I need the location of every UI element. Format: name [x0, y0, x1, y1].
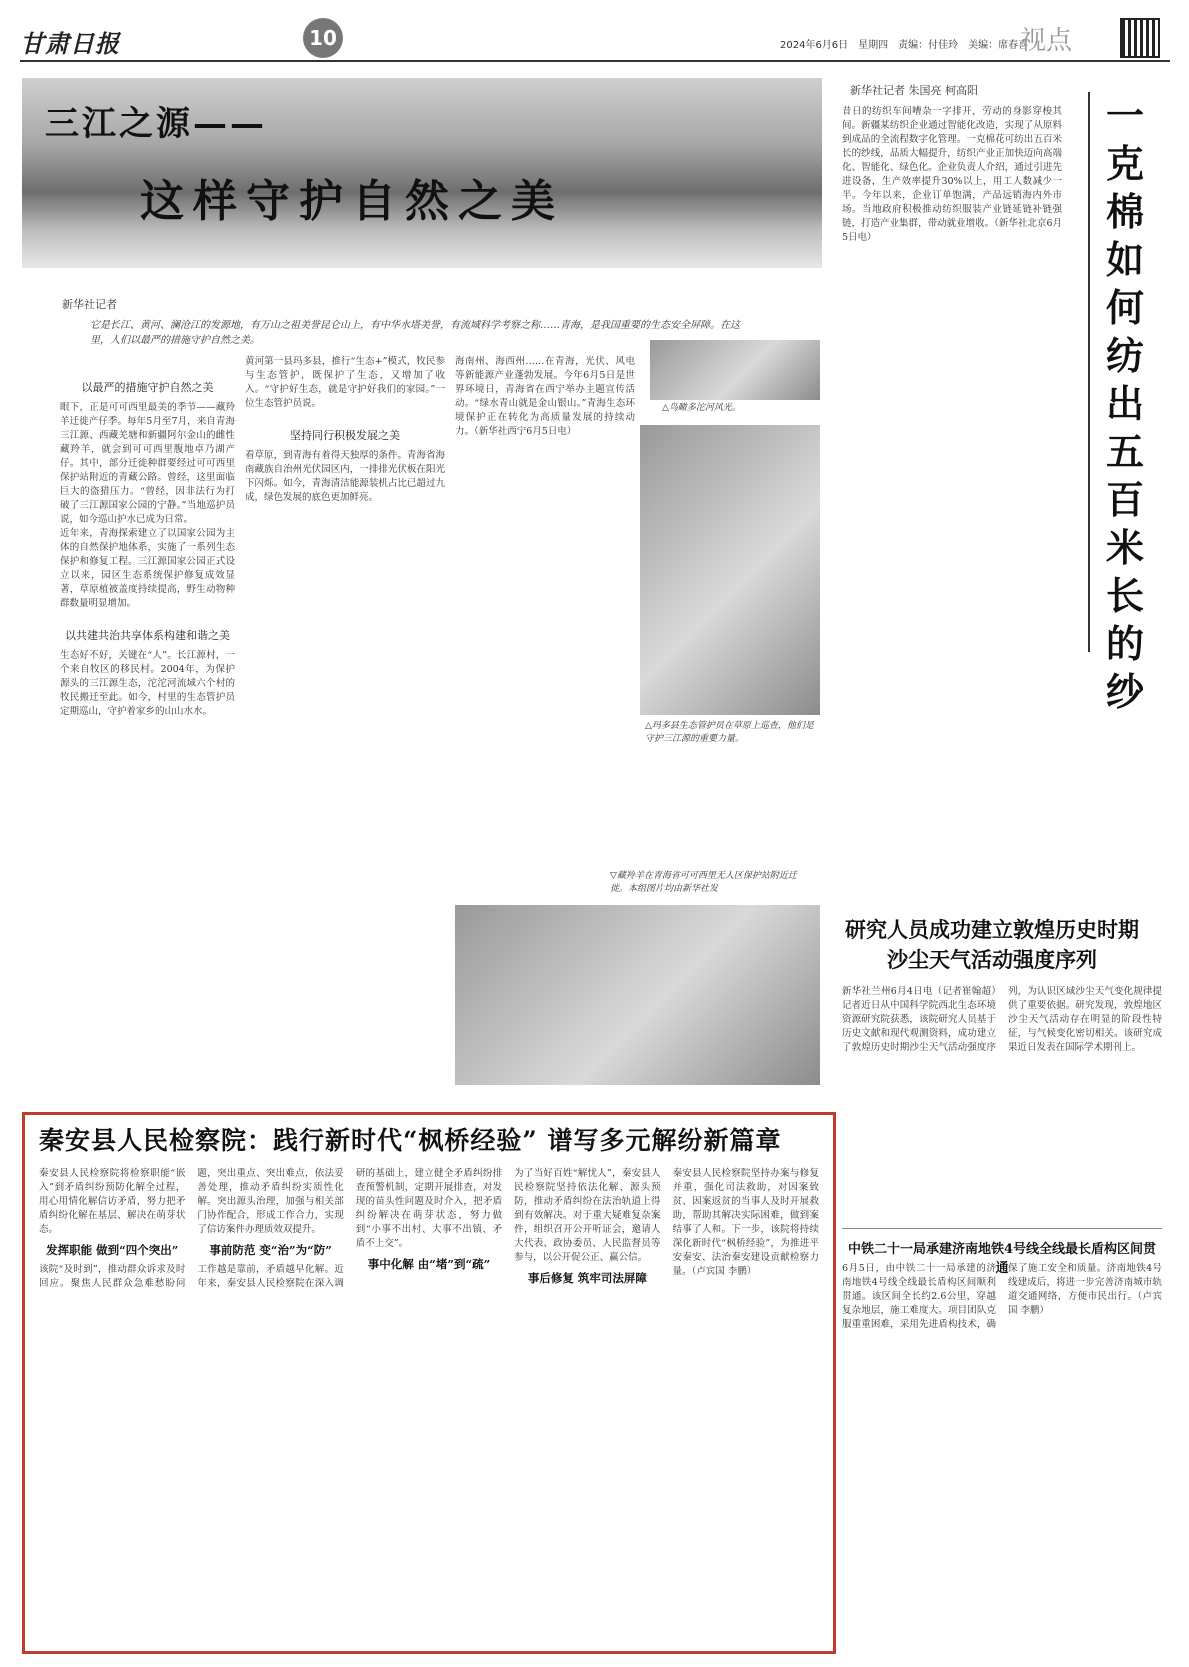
box-title: 秦安县人民检察院：践行新时代“枫桥经验” 谱写多元解纷新篇章	[39, 1126, 782, 1155]
qr-code-icon[interactable]	[1120, 18, 1160, 58]
section-heading: 发挥职能 做到“四个突出”	[46, 1243, 179, 1257]
section-heading: 以共建共治共享体系构建和谐之美	[65, 629, 230, 642]
vertical-title: 一克棉如何纺出五百米长的纱	[1105, 93, 1144, 714]
article-text: 6月5日，由中铁二十一局承建的济南地铁4号线全线最长盾构区间顺利贯通。该区间全长约2.6公里，穿越复杂地层，施工难度大。项目团队克服重重困难，采用先进盾构技术，确保了施工安全和质量。济南地铁4号线建成后，将进一步完善济南城市轨道交通网络，方便市民出行。（卢宾国 李鹏）	[842, 1263, 1162, 1330]
section-heading: 事后修复 筑牢司法屏障	[527, 1271, 647, 1285]
dateline: 2024年6月6日 星期四 责编：付佳玲 美编：席春喜	[780, 40, 1029, 51]
section-text: 黄河第一县玛多县，推行“生态+”模式，牧民参与生态管护，既保护了生态，又增加了收入。“守护好生态，就是守护好我们的家园。”一位生态管护员说。	[245, 356, 445, 409]
research-title: 研究人员成功建立敦煌历史时期沙尘天气活动强度序列	[845, 917, 1139, 972]
article-text: 该院“及时到”，推动群众诉求及时回应。聚焦人民群众急难愁盼问题，突出重点、突出难点，依法妥善处理，推动矛盾纠纷实质性化解。突出源头治理，加强与相关部门协作配合，形成工作合力，实现了信访案件办理质效双提升。	[39, 1168, 344, 1289]
photo-caption: △鸟瞰多沱河风光。	[662, 403, 741, 413]
antelope-photo	[455, 905, 820, 1085]
feature-byline: 新华社记者	[62, 298, 117, 311]
feature-kicker: 三江之源——	[45, 104, 267, 144]
article-text: 秦安县人民检察院将检察职能“嵌入”到矛盾纠纷预防化解全过程，用心用情化解信访矛盾，努力把矛盾纠纷化解在基层、解决在萌芽状态。	[39, 1168, 186, 1235]
right-byline: 新华社记者 朱国亮 柯高阳	[850, 84, 978, 97]
article-text: 工作越是靠前，矛盾越早化解。近年来，秦安县人民检察院在深入调研的基础上，建立健全矛盾纠纷排查预警机制，定期开展排查，对发现的苗头性问题及时介入，把矛盾纠纷解决在萌芽状态，努力做到“小事不出村、大事不出镇、矛盾不上交”。	[197, 1168, 503, 1289]
section-label: 视点	[1020, 26, 1073, 56]
newspaper-logo: 甘肃日报	[20, 29, 120, 58]
section-text: 生态好不好，关键在“人”。长江源村，一个来自牧区的移民村。2004年，为保护源头的三江源生态，沱沱河流域六个村的牧民搬迁至此。如今，村里的生态管护员定期巡山，守护着家乡的山山水水。	[60, 650, 235, 717]
masthead	[20, 18, 1170, 58]
page-number: 10	[303, 18, 343, 58]
feature-column-3	[455, 355, 635, 875]
section-heading: 事前防范 变“治”为“防”	[209, 1243, 332, 1257]
research-body	[842, 985, 1162, 1215]
title-divider	[1088, 92, 1090, 652]
divider	[842, 1228, 1162, 1229]
photo-caption: △玛多县生态管护员在草原上巡查，他们是守护三江源的重要力量。	[645, 721, 814, 744]
feature-column-1	[60, 375, 235, 1065]
section-text: 眼下，正是可可西里最美的季节——藏羚羊迁徙产仔季。每年5月至7月，来自青海三江源、西藏羌塘和新疆阿尔金山的雌性藏羚羊，就会到可可西里腹地卓乃湖产仔。其中，部分迁徙种群要经过可可西里保护站附近的青藏公路。曾经，这里面临巨大的盗猎压力。“曾经，因非法行为打破了三江源国家公园的宁静。”当地巡护员说，如今巡山护水已成为日常。	[60, 402, 235, 525]
rail-body	[842, 1262, 1162, 1637]
feature-lead: 它是长江、黄河、澜沧江的发源地，有万山之祖美誉昆仑山上，有中华水塔美誉，有流域科学考察之称……青海，是我国重要的生态安全屏障。在这里，人们以最严的措施守护自然之美。	[90, 320, 740, 346]
section-heading: 以最严的措施守护自然之美	[81, 381, 214, 394]
section-text: 海南州、海西州……在青海，光伏、风电等新能源产业蓬勃发展。今年6月5日是世界环境日，青海省在西宁举办主题宣传活动。“绿水青山就是金山银山。”青海生态环境保护正在转化为高质量发展的持续动力。（新华社西宁6月5日电）	[455, 356, 635, 437]
box-body	[39, 1167, 819, 1641]
feature-title: 这样守护自然之美	[140, 176, 564, 227]
rangers-photo	[640, 425, 820, 715]
photo-caption: ▽藏羚羊在青海省可可西里无人区保护站附近迁徙。本组图片均由新华社发	[610, 871, 797, 894]
article-text: 为了当好百姓“解忧人”，秦安县人民检察院坚持依法化解、源头预防，推动矛盾纠纷在法治轨道上得到有效解决。对于重大疑难复杂案件，组织召开公开听证会，邀请人大代表、政协委员、人民监督员等参与，以公开促公正、赢公信。	[514, 1168, 661, 1263]
feature-column-2	[245, 355, 445, 875]
highlighted-article[interactable]	[22, 1112, 836, 1654]
masthead-divider	[20, 60, 1170, 62]
section-text: 看草原，到青海有着得天独厚的条件。青海省海南藏族自治州光伏园区内，一排排光伏板在阳光下闪烁。如今，青海清洁能源装机占比已超过九成，绿色发展的底色更加鲜亮。	[245, 450, 445, 503]
article-text: 新华社兰州6月4日电（记者崔翰超）记者近日从中国科学院西北生态环境资源研究院获悉，该院研究人员基于历史文献和现代观测资料，成功建立了敦煌历史时期沙尘天气活动强度序列，为认识区域沙尘天气变化规律提供了重要依据。研究发现，敦煌地区沙尘天气活动存在明显的阶段性特征，与气候变化密切相关。该研究成果近日发表在国际学术期刊上。	[842, 986, 1162, 1053]
section-heading: 事中化解 由“堵”到“疏”	[367, 1257, 491, 1271]
right-article-body	[842, 105, 1062, 905]
section-text: 近年来，青海探索建立了以国家公园为主体的自然保护地体系，实施了一系列生态保护和修复工程。三江源国家公园正式设立以来，园区生态系统保护修复成效显著，草原植被盖度持续提高，野生动物种群数量明显增加。	[60, 528, 235, 609]
river-photo	[650, 340, 820, 400]
rail-title: 中铁二十一局承建济南地铁4号线全线最长盾构区间贯通	[847, 1242, 1157, 1276]
article-text: 昔日的纺织车间嘈杂一字排开，劳动的身影穿梭其间。新疆某纺织企业通过智能化改造，实现了从原料到成品的全流程数字化管理。一克棉花可纺出五百米长的纱线，品质大幅提升，纺织产业正加快迈向高端化、智能化、绿色化。企业负责人介绍，通过引进先进设备，生产效率提升30%以上，用工人数减少一半。今年以来，企业订单饱满，产品远销海内外市场。当地政府积极推动纺织服装产业链延链补链强链，打造产业集群，带动就业增收。（新华社北京6月5日电）	[842, 106, 1062, 243]
article-text: 秦安县人民检察院坚持办案与修复并重，强化司法救助，对因案致贫、因案返贫的当事人及时开展救助，帮助其解决实际困难，做到案结事了人和。下一步，该院将持续深化新时代“枫桥经验”，为推进平安秦安、法治秦安建设贡献检察力量。（卢宾国 李鹏）	[672, 1168, 819, 1277]
section-heading: 坚持同行积极发展之美	[290, 429, 400, 442]
